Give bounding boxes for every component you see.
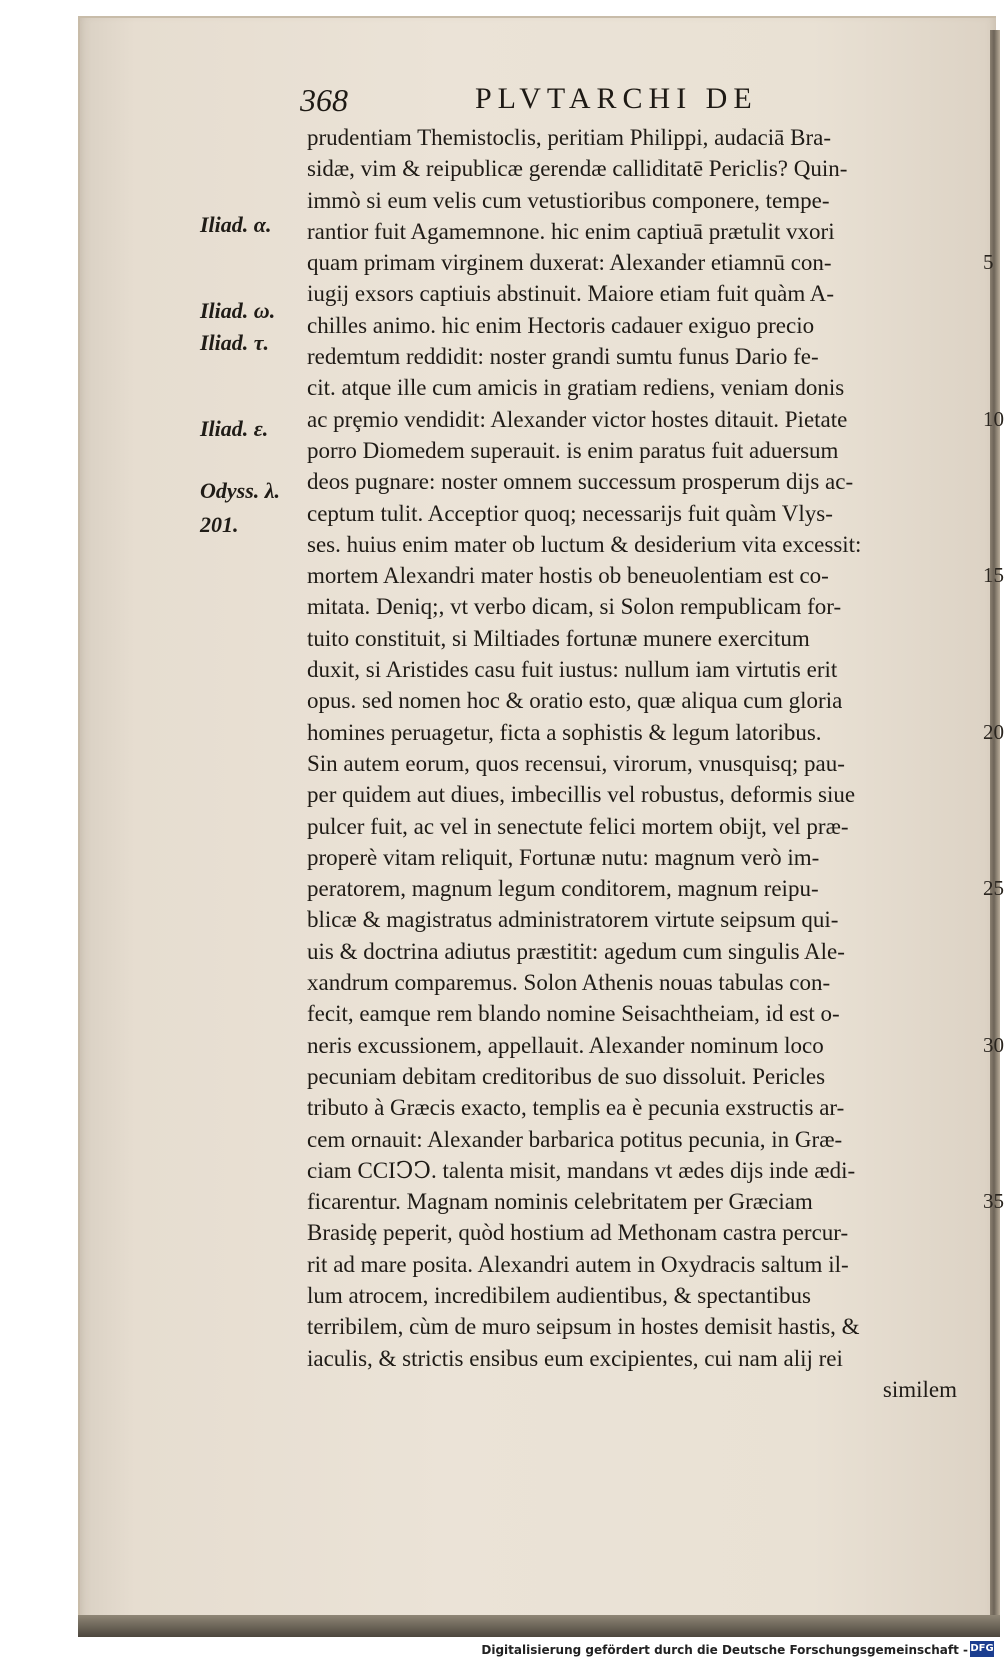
- line-text: blicæ & magistratus administratorem virtute seipsum qui-: [307, 907, 839, 933]
- text-line: [307, 623, 957, 654]
- text-line: [307, 967, 957, 998]
- line-text: lum atrocem, incredibilem audientibus, & spectantibus: [307, 1282, 811, 1308]
- text-line: [307, 341, 957, 372]
- line-text: cit. atque ille cum amicis in gratiam rediens, veniam donis: [307, 375, 845, 401]
- text-line: [307, 1374, 957, 1405]
- margin-note: Iliad. α.: [200, 212, 272, 237]
- line-text: duxit, si Aristides casu fuit iustus: nullum iam virtutis erit: [307, 657, 838, 683]
- line-text: Brasidȩ peperit, quòd hostium ad Methonam castra percur-: [307, 1220, 849, 1246]
- line-text: terribilem, cùm de muro seipsum in hostes demisit hastis, &: [307, 1314, 860, 1340]
- text-line: [307, 278, 957, 309]
- line-text: chilles animo. hic enim Hectoris cadauer exiguo precio: [307, 312, 815, 338]
- page-number: 368: [300, 82, 348, 118]
- line-text: cem ornauit: Alexander barbarica potitus pecunia, in Græ-: [307, 1126, 843, 1152]
- line-number: 5: [983, 250, 994, 275]
- page-header: [300, 82, 960, 122]
- margin-note: 201.: [200, 512, 239, 537]
- text-line: [307, 1249, 957, 1280]
- text-line: [307, 153, 957, 184]
- line-text: pulcer fuit, ac vel in senectute felici mortem obijt, vel præ-: [307, 813, 849, 839]
- line-text: immò si eum velis cum vetustioribus componere, tempe-: [307, 187, 830, 213]
- line-text: ceptum tulit. Acceptior quoq; necessarijs fuit quàm Vlys-: [307, 500, 833, 526]
- line-text: per quidem aut diues, imbecillis vel robustus, deformis siue: [307, 782, 856, 808]
- text-line: [307, 842, 957, 873]
- text-line: [307, 310, 957, 341]
- line-text: Sin autem eorum, quos recensui, virorum, vnusquisq; pau-: [307, 750, 845, 776]
- page-bottom-shadow: [78, 1615, 1000, 1637]
- line-text: ficarentur. Magnam nominis celebritatem per Græciam: [307, 1189, 813, 1215]
- text-line: [307, 873, 1004, 904]
- line-text: mortem Alexandri mater hostis ob beneuolentiam est co-: [307, 563, 829, 589]
- line-text: iaculis, & strictis ensibus eum excipientes, cui nam alij rei: [307, 1345, 843, 1371]
- line-number: 30: [983, 1032, 1004, 1057]
- margin-note: Odyss. λ.: [200, 478, 281, 503]
- line-number: 35: [983, 1189, 1004, 1214]
- text-line: [307, 591, 957, 622]
- text-line: [307, 1124, 957, 1155]
- line-text: mitata. Deniq;, vt verbo dicam, si Solon rempublicam for-: [307, 594, 842, 620]
- line-text: pecuniam debitam creditoribus de suo dissoluit. Pericles: [307, 1063, 826, 1089]
- line-text: peratorem, magnum legum conditorem, magnum reipu-: [307, 876, 819, 902]
- line-text: rit ad mare posita. Alexandri autem in Oxydracis saltum il-: [307, 1251, 849, 1277]
- line-text: rantior fuit Agamemnone. hic enim captiuā prætulit vxori: [307, 218, 835, 244]
- text-line: [307, 936, 957, 967]
- text-line: [307, 779, 957, 810]
- text-line: [307, 1280, 957, 1311]
- line-text: redemtum reddidit: noster grandi sumtu funus Dario fe-: [307, 344, 819, 370]
- text-line: [307, 1186, 1004, 1217]
- margin-note: Iliad. τ.: [200, 330, 270, 355]
- line-text: prudentiam Themistoclis, peritiam Philippi, audaciā Bra-: [307, 125, 831, 150]
- text-line: [307, 811, 957, 842]
- line-text: quam primam virginem duxerat: Alexander etiamnū con-: [307, 250, 832, 276]
- line-text: xandrum comparemus. Solon Athenis nouas tabulas con-: [307, 970, 831, 996]
- text-line: [307, 122, 957, 153]
- dfg-logo: DFG: [970, 1641, 994, 1657]
- line-text: similem: [882, 1376, 957, 1402]
- line-number: 10: [983, 406, 1004, 431]
- text-line: [307, 216, 957, 247]
- text-line: [307, 654, 957, 685]
- text-line: [307, 685, 957, 716]
- line-text: neris excussionem, appellauit. Alexander nominum loco: [307, 1032, 824, 1058]
- text-line: [307, 1343, 957, 1374]
- line-text: tributo à Græcis exacto, templis ea è pecunia exstructis ar-: [307, 1095, 845, 1121]
- text-line: [307, 1311, 957, 1342]
- line-text: ac prȩmio vendidit: Alexander victor hostes ditauit. Pietate: [307, 406, 848, 432]
- text-line: [307, 1030, 1004, 1061]
- line-number: 15: [983, 563, 1004, 588]
- text-line: [307, 904, 957, 935]
- body-text: [307, 122, 1004, 1405]
- line-text: tuito constituit, si Miltiades fortunæ munere exercitum: [307, 625, 810, 651]
- line-text: deos pugnare: noster omnem successum prosperum dijs ac-: [307, 469, 854, 495]
- text-line: [307, 372, 957, 403]
- text-line: [307, 498, 957, 529]
- text-line: [307, 1061, 957, 1092]
- line-text: opus. sed nomen hoc & oratio esto, quæ aliqua cum gloria: [307, 688, 843, 714]
- text-line: [307, 1092, 957, 1123]
- line-number: 25: [983, 876, 1004, 901]
- text-line: [307, 435, 957, 466]
- margin-note: Iliad. ω.: [200, 298, 276, 323]
- line-text: fecit, eamque rem blando nomine Seisachtheiam, id est o-: [307, 1001, 840, 1027]
- text-line: [307, 560, 1004, 591]
- text-line: [307, 185, 957, 216]
- text-line: [307, 247, 994, 278]
- text-line: [307, 998, 957, 1029]
- running-title: PLVTARCHI DE: [475, 82, 758, 115]
- text-line: [307, 1155, 957, 1186]
- text-line: [307, 404, 1004, 435]
- margin-note: Iliad. ε.: [200, 416, 269, 441]
- line-text: uis & doctrina adiutus præstitit: agedum cum singulis Ale-: [307, 938, 845, 964]
- text-line: [307, 717, 1004, 748]
- line-text: iugij exsors captiuis abstinuit. Maiore etiam fuit quàm A-: [307, 281, 834, 307]
- line-text: properè vitam reliquit, Fortunæ nutu: magnum verò im-: [307, 844, 820, 870]
- line-text: ses. huius enim mater ob luctum & desiderium vita excessit:: [307, 531, 862, 557]
- line-text: sidæ, vim & reipublicæ gerendæ calliditatē Periclis? Quin-: [307, 156, 848, 182]
- text-line: [307, 1217, 957, 1248]
- text-line: [307, 748, 957, 779]
- line-text: homines peruagetur, ficta a sophistis & legum latoribus.: [307, 719, 822, 745]
- line-number: 20: [983, 719, 1004, 744]
- line-text: ciam CCIↃↃ. talenta misit, mandans vt ædes dijs inde ædi-: [307, 1157, 856, 1183]
- text-line: [307, 466, 957, 497]
- footer-credit: Digitalisierung gefördert durch die Deutsche Forschungsgemeinschaft -: [481, 1643, 968, 1657]
- text-line: [307, 529, 957, 560]
- line-text: porro Diomedem superauit. is enim paratus fuit aduersum: [307, 437, 839, 463]
